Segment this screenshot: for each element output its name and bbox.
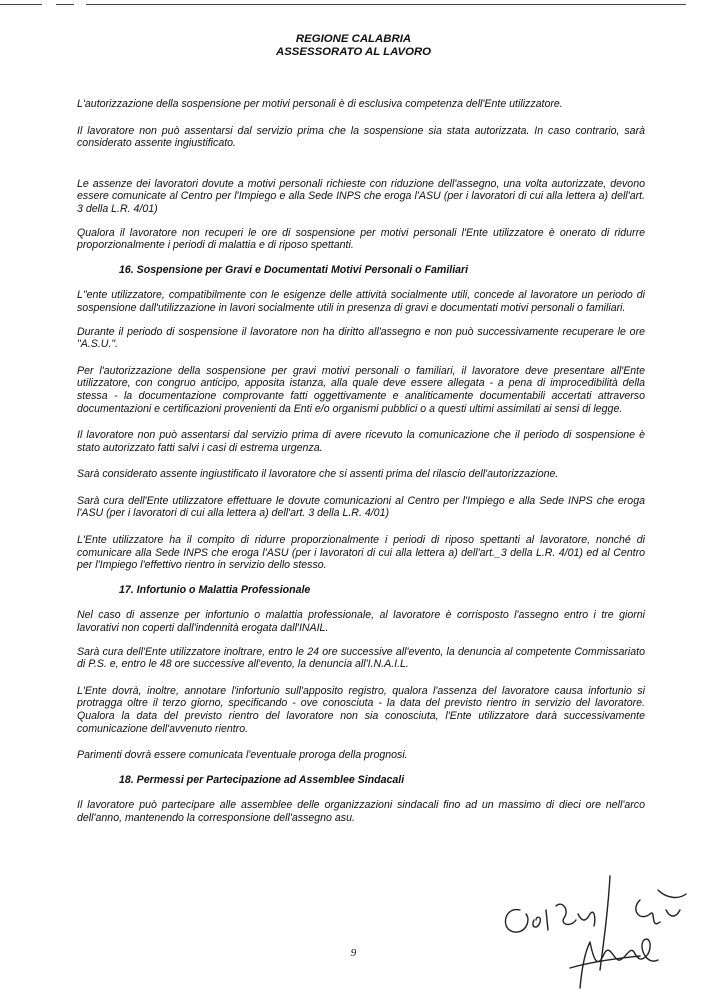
paragraph: Per l'autorizzazione della sospensione per gravi motivi personali o familiari, il lavoratore deve presentare all'Ente utilizzatore, con congruo anticipo, apposita istanza, alla quale deve essere allegata - a pena di improcedibilità della stessa - la documentazione comprovante fatti oggettivamente e analiticamente documentabili accertati attraverso documentazioni e certificazioni provenienti da Enti e/o organismi pubblici o a questi ultimi assimilati ai sensi di legge. <box>77 364 645 415</box>
paragraph: L'Ente dovrà, inoltre, annotare l'infortunio sull'apposito registro, qualora l'assenza del lavoratore causa infortunio si protragga oltre il terzo giorno, specificando - ove conosciuta - la data del previsto rientro in servizio del lavoratore. Qualora la data del previsto rientro del lavoratore non sia conosciuta, l'Ente utilizzatore darà successivamente comunicazione dell'avvenuto rientro. <box>77 684 645 735</box>
paragraph: Il lavoratore può partecipare alle assemblee delle organizzazioni sindacali fino ad un massimo di dieci ore nell'arco dell'anno, mantenendo la corresponsione dell'assegno asu. <box>77 799 645 824</box>
handwritten-signature <box>490 870 700 990</box>
document-header <box>0 33 707 59</box>
paragraph: Nel caso di assenze per infortunio o malattia professionale, al lavoratore è corrisposto l'assegno entro i tre giorni lavorativi non coperti dall'indennità erogata dall'INAIL. <box>77 609 645 635</box>
paragraph: L'autorizzazione della sospensione per motivi personali è di esclusiva competenza dell'Ente utilizzatore. <box>77 98 563 110</box>
paragraph: Sarà considerato assente ingiustificato il lavoratore che si assenti prima del rilascio dell'autorizzazione. <box>77 468 559 481</box>
paragraph: L'Ente utilizzatore ha il compito di ridurre proporzionalmente i periodi di riposo spettanti al lavoratore, nonché di comunicare alla Sede INPS che eroga l'ASU (per i lavoratori di cui alla lettera a) dell'art._3 della L.R. 4/01) ed al Centro per l'Impiego l'effettivo rientro in servizio dello stesso. <box>77 534 645 572</box>
page-number: 9 <box>350 947 357 959</box>
document-body <box>77 98 645 825</box>
paragraph: Il lavoratore non può assentarsi dal servizio prima di avere ricevuto la comunicazione che il periodo di sospensione è stato autorizzato fatti salvi i casi di estrema urgenza. <box>77 429 645 454</box>
paragraph: Sarà cura dell'Ente utilizzatore inoltrare, entro le 24 ore successive all'evento, la denuncia al competente Commissariato di P.S. e, entro le 48 ore successive all'evento, la denuncia all'I.N.A.I.L. <box>77 645 645 671</box>
header-region: REGIONE CALABRIA <box>295 33 412 45</box>
header-department: ASSESSORATO AL LAVORO <box>275 46 432 58</box>
section-heading-17: 17. Infortunio o Malattia Professionale <box>119 583 311 596</box>
paragraph: Parimenti dovrà essere comunicata l'eventuale proroga della prognosi. <box>77 749 408 762</box>
paragraph: Le assenze dei lavoratori dovute a motivi personali richieste con riduzione dell'assegno, una volta autorizzate, devono essere comunicate al Centro per l'Impiego e alla Sede INPS che eroga l'ASU (per i lavoratori di cui alla lettera a) dell'art. 3 della L.R. 4/01) <box>77 177 645 215</box>
paragraph: Durante il periodo di sospensione il lavoratore non ha diritto all'assegno e non può successivamente recuperare le ore "A.S.U.". <box>77 325 645 351</box>
section-heading-16: 16. Sospensione per Gravi e Documentati Motivi Personali o Familiari <box>119 263 469 276</box>
top-rule <box>0 4 707 5</box>
section-heading-18: 18. Permessi per Partecipazione ad Assemblee Sindacali <box>119 773 405 786</box>
paragraph: Qualora il lavoratore non recuperi le ore di sospensione per motivi personali l'Ente utilizzatore è onerato di ridurre proporzionalmente i periodi di malattia e di riposo spettanti. <box>77 226 645 252</box>
paragraph: L"ente utilizzatore, compatibilmente con le esigenze delle attività socialmente utili, concede al lavoratore un periodo di sospensione dall'utilizzazione in lavori socialmente utili in presenza di gravi e documentati motivi personali o familiari. <box>77 289 645 314</box>
paragraph: Il lavoratore non può assentarsi dal servizio prima che la sospensione sia stata autorizzata. In caso contrario, sarà considerato assente ingiustificato. <box>77 124 645 150</box>
paragraph: Sarà cura dell'Ente utilizzatore effettuare le dovute comunicazioni al Centro per l'Impiego e alla Sede INPS che eroga l'ASU (per i lavoratori di cui alla lettera a) dell'art. 3 della L.R. 4/01) <box>77 494 645 520</box>
